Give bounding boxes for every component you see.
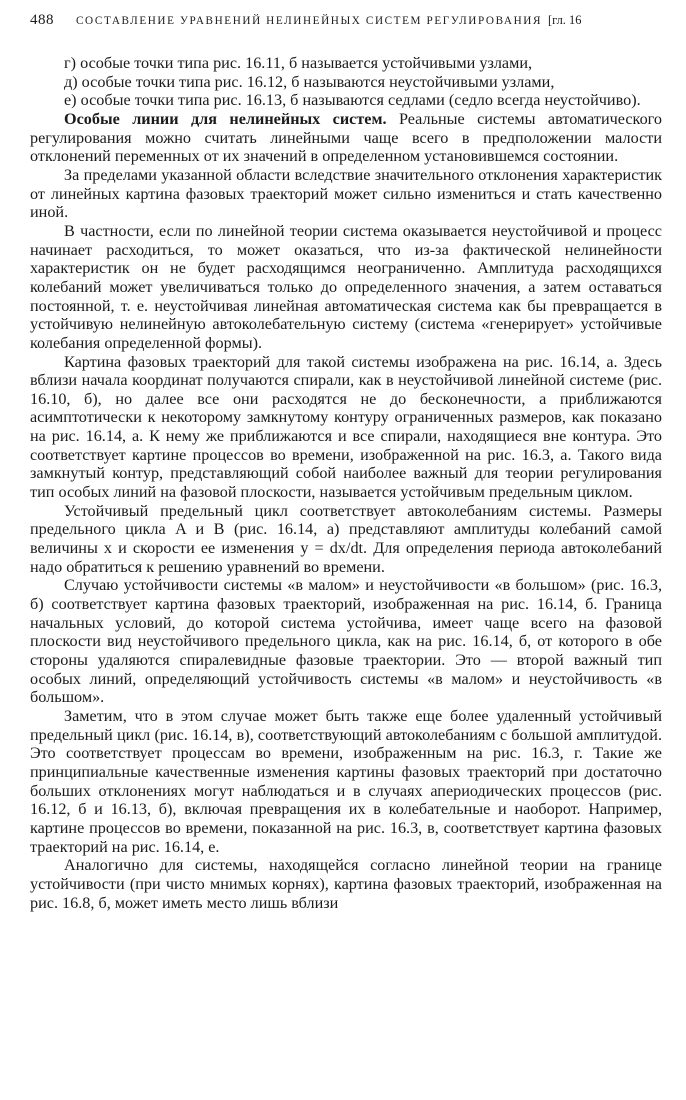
page-number: 488 <box>30 12 54 28</box>
chapter-ref: [гл. 16 <box>548 13 582 27</box>
paragraph <box>30 54 662 73</box>
paragraph <box>30 502 662 577</box>
paragraph-text: е) особые точки типа рис. 16.13, б называются седлами (седло всегда неустойчиво). <box>64 91 641 110</box>
paragraph-text: д) особые точки типа рис. 16.12, б называются неустойчивыми узлами, <box>64 72 555 91</box>
section-lead: Особые линии для нелинейных систем. <box>64 109 387 128</box>
paragraph-text: Реальные системы автоматического регулирования можно считать линейными чаще всего в предположении малости отклонений переменных от их значений в определенном установившемся состоянии. <box>30 109 662 166</box>
paragraph <box>30 91 662 110</box>
paragraph <box>30 707 662 856</box>
paragraph-text: г) особые точки типа рис. 16.11, б называется устойчивыми узлами, <box>64 54 533 72</box>
paragraph-text: Аналогично для системы, находящейся согласно линейной теории на границе устойчивости (при чисто мнимых корнях), картина фазовых траекторий, изображенная на рис. 16.8, б, может иметь место лишь вблизи <box>30 856 662 912</box>
paragraph <box>30 222 662 353</box>
paragraph-text: За пределами указанной области вследствие значительного отклонения характеристик от линейных картина фазовых траекторий может сильно измениться и стать качественно иной. <box>30 165 662 222</box>
paragraph <box>30 353 662 502</box>
paragraph <box>30 856 662 912</box>
paragraph <box>30 166 662 222</box>
paragraph <box>30 73 662 92</box>
paragraph-text: Случаю устойчивости системы «в малом» и неустойчивости «в большом» (рис. 16.3, б) соответствует картина фазовых траекторий, изображенная на рис. 16.14, б. Граница начальных условий, до которой система устойчива, имеет чаще всего на фазовой плоскости вид неустойчивого предельного цикла, как на рис. 16.14, б, от которого в обе стороны удаляются спиралевидные фазовые траектории. Это — второй важный тип особых линий, определяющий устойчивость системы «в малом» и неустойчивость «в большом». <box>30 576 662 707</box>
paragraph-text: Устойчивый предельный цикл соответствует автоколебаниям системы. Размеры предельного цикла A и B (рис. 16.14, а) представляют амплитуды колебаний самой величины x и скорости ее изменения y = dx/dt. Для определения периода автоколебаний надо обратиться к решению уравнений во времени. <box>30 501 662 576</box>
paragraph <box>30 576 662 707</box>
page-body <box>30 54 662 912</box>
paragraph-text: Картина фазовых траекторий для такой системы изображена на рис. 16.14, а. Здесь вблизи начала координат получаются спирали, как в неустойчивой линейной системе (рис. 16.10, б), но далее все они расходятся не до бесконечности, а приближаются асимптотически к некоторому замкнутому контуру ограниченных размеров, как показано на рис. 16.14, а. К нему же приближаются и все спирали, находящиеся вне контура. Это соответствует картине процессов во времени, изображенной на рис. 16.3, а. Такого вида замкнутый контур, представляющий собой наиболее важный для теории регулирования тип особых линий на фазовой плоскости, называется устойчивым предельным циклом. <box>30 352 662 502</box>
book-page <box>30 12 662 912</box>
paragraph <box>30 110 662 166</box>
paragraph-text: В частности, если по линейной теории система оказывается неустойчивой и процесс начинает расходиться, то может оказаться, что из-за фактической нелинейности характеристик он не будет расходящимся неограниченно. Амплитуда расходящихся колебаний может увеличиваться только до определенного значения, а затем оставаться постоянной, т. е. неустойчивая линейная автоматическая система как бы превращается в устойчивую нелинейную автоколебательную систему (система «генерирует» устойчивые колебания определенной формы). <box>30 221 662 352</box>
paragraph-text: Заметим, что в этом случае может быть также еще более удаленный устойчивый предельный цикл (рис. 16.14, в), соответствующий автоколебаниям с большой амплитудой. Это соответствует процессам во времени, изображенным на рис. 16.3, г. Такие же принципиальные качественные изменения картины фазовых траекторий при достаточно больших отклонениях могут наблюдаться и в случаях апериодических процессов (рис. 16.12, б и 16.13, б), включая превращения их в колебательные и наоборот. Например, картине процессов во времени, показанной на рис. 16.3, в, соответствует картина фазовых траекторий на рис. 16.14, е. <box>30 706 662 856</box>
running-title: СОСТАВЛЕНИЕ УРАВНЕНИЙ НЕЛИНЕЙНЫХ СИСТЕМ РЕГУЛИРОВАНИЯ <box>76 15 543 27</box>
page-header <box>30 12 662 40</box>
